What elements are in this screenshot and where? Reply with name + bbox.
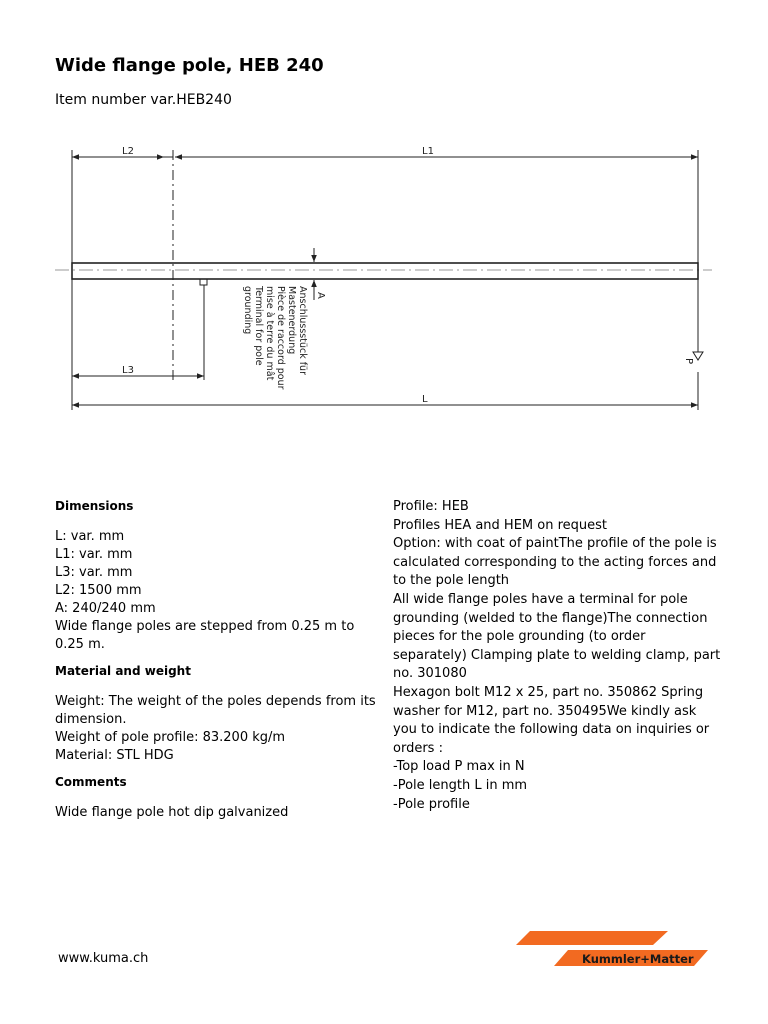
material-line: Weight: The weight of the poles depends from its dimension. [55, 694, 376, 727]
dimensions-heading: Dimensions [55, 499, 134, 513]
order-item: -Top load P max in N [393, 759, 525, 775]
technical-drawing [0, 0, 768, 440]
page-title: Wide flange pole, HEB 240 [55, 55, 324, 76]
label-l1: L1 [422, 146, 434, 157]
annotation-line: Mastenerdung [286, 286, 297, 355]
dimensions-list [55, 528, 380, 654]
grounding-terminal [200, 279, 207, 285]
label-p: P [683, 358, 694, 365]
annotation-line: mise à terre du mât [264, 286, 275, 381]
grounding-text: All wide flange poles have a terminal for pole grounding (welded to the flange)The connection pieces for the pole grounding (to order separately) Clamping plate to welding clamp, part no. 301080 [393, 591, 721, 682]
annotation-line: grounding [242, 286, 253, 335]
grounding-annotation [242, 285, 308, 390]
annotation-line: Terminal for pole [253, 286, 264, 366]
dimension-line: Wide flange poles are stepped from 0.25 m to 0.25 m. [55, 619, 355, 652]
spec-right-column [393, 498, 723, 814]
item-number: Item number var.HEB240 [55, 92, 232, 108]
logo-text: Kummler+Matter [582, 952, 694, 966]
dimension-line: L: var. mm [55, 529, 125, 544]
spec-left-column [55, 498, 380, 822]
order-item: -Pole length L in mm [393, 777, 528, 793]
kummler-matter-logo [516, 930, 712, 970]
profile-options-line: Profiles HEA and HEM on request [393, 517, 608, 533]
comments-text: Wide flange pole hot dip galvanized [55, 805, 289, 820]
pole-body [72, 263, 698, 279]
order-item: -Pole profile [393, 796, 470, 812]
material-heading: Material and weight [55, 664, 191, 678]
label-l2: L2 [122, 146, 134, 157]
material-line: Material: STL HDG [55, 748, 174, 763]
dimension-line: L1: var. mm [55, 547, 133, 562]
label-l: L [422, 394, 428, 405]
label-l3: L3 [122, 365, 134, 376]
label-a: A [315, 292, 326, 299]
dimension-line: A: 240/240 mm [55, 601, 156, 616]
dimension-line: L2: 1500 mm [55, 583, 142, 598]
website-link[interactable]: www.kuma.ch [58, 951, 149, 966]
dimension-line: L3: var. mm [55, 565, 133, 580]
annotation-line: Anschlussstück für [297, 286, 308, 375]
comments-heading: Comments [55, 775, 127, 789]
material-list [55, 693, 380, 765]
paint-option-text: Option: with coat of paintThe profile of the pole is calculated corresponding to the acting forces and to the pole length [393, 536, 717, 589]
bolt-text: Hexagon bolt M12 x 25, part no. 350862 Spring washer for M12, part no. 350495We kindly ask you to indicate the following data on inquiries or orders : [393, 684, 710, 756]
annotation-line: Pièce de raccord pour [275, 286, 286, 390]
material-line: Weight of pole profile: 83.200 kg/m [55, 730, 286, 745]
profile-line: Profile: HEB [393, 499, 469, 514]
